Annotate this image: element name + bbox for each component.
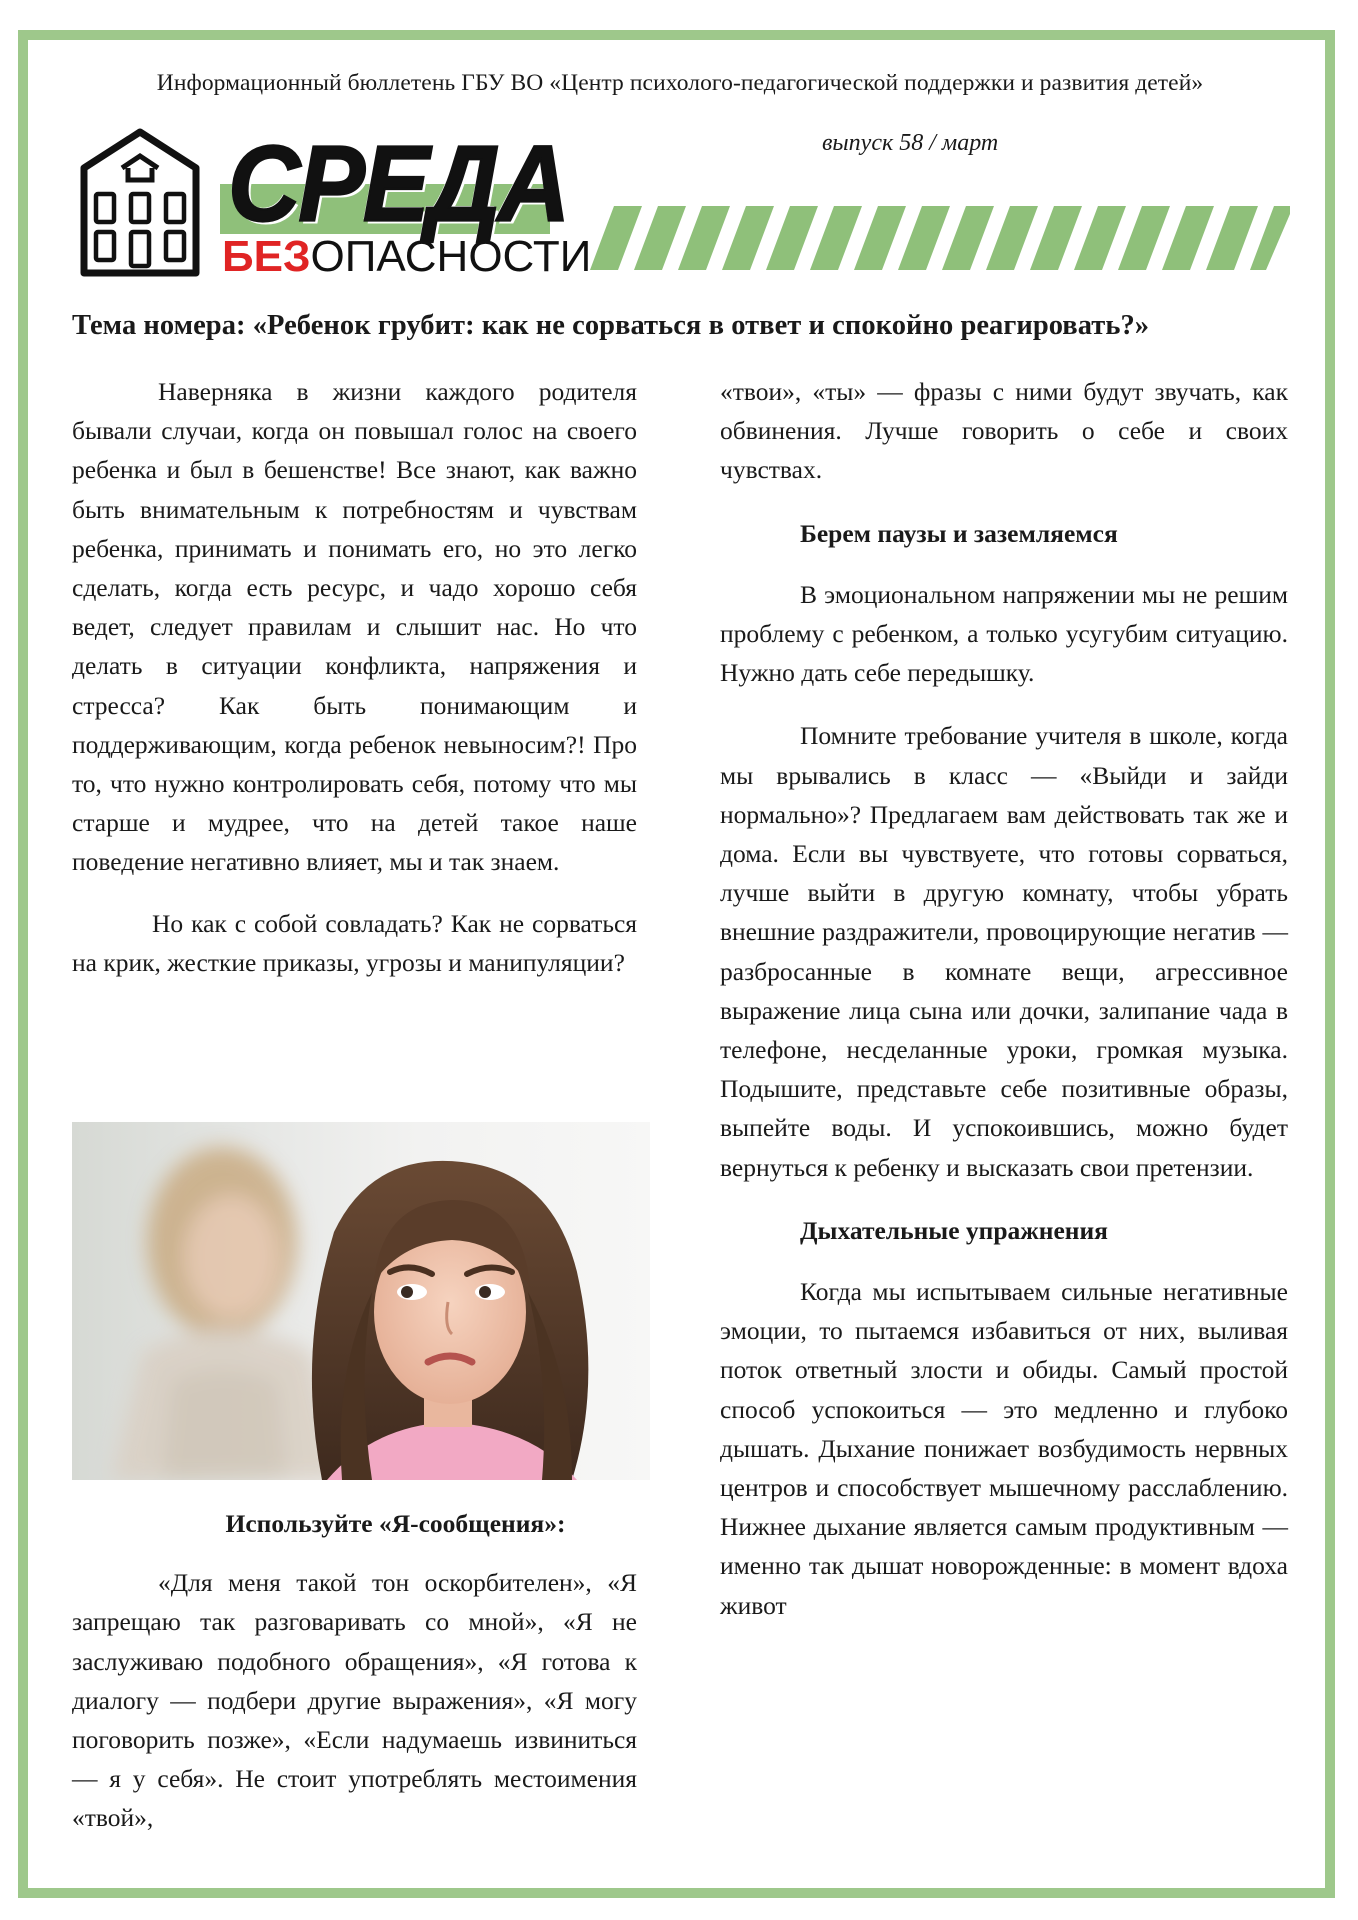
breathing-paragraph: Когда мы испытываем сильные негативные эмоции, то пытаемся избавиться от них, выливая поток ответный злости и обиды. Самый простой способ успокоиться — это медленно и глубоко дышать. Дыхание понижает возбудимость нервных центров и способствует мышечному расслаблению. Нижнее дыхание является самым продуктивным — именно так дышат новорожденные: в момент вдоха живот — [720, 1277, 1288, 1620]
pauses-paragraph: В эмоциональном напряжении мы не решим проблему с ребенком, а только усугубим ситуацию. Нужно дать себе передышку. — [720, 579, 1288, 688]
logo-subtitle-red: БЕЗ — [222, 232, 311, 281]
logo-title: СРЕДА — [228, 123, 569, 245]
logo — [78, 123, 592, 281]
issue-number: выпуск 58 / март — [822, 130, 999, 156]
pauses-subheading: Берем паузы и заземляемся — [800, 518, 1118, 548]
intro-paragraph: Наверняка в жизни каждого родителя бывали случаи, когда он повышал голос на своего ребенка и был в бешенстве! Все знают, как важно быть внимательным к потребностям и чувствам ребенка, принимать и понимать его, но это легко сделать, когда есть ресурс, и чадо хорошо себя ведет, следует правилам и слышит нас. Но что делать в ситуации конфликта, напряжения и стресса? Как быть понимающим и поддерживающим, когда ребенок невыносим?! Про то, что нужно контролировать себя, потому что мы старше и мудрее, что на детей такое наше поведение негативно влияет, мы и так знаем. — [72, 377, 637, 877]
pronouns-paragraph: «твои», «ты» — фразы с ними будут звучать, как обвинения. Лучше говорить о себе и своих чувствах. — [720, 377, 1288, 485]
breathing-subheading: Дыхательные упражнения — [800, 1215, 1108, 1245]
decorative-stripes — [590, 206, 1290, 270]
left-column-lower — [72, 1504, 637, 1838]
logo-subtitle — [222, 232, 591, 282]
house-icon — [78, 128, 203, 278]
teacher-paragraph: Помните требование учителя в школе, когда мы врывались в класс — «Выйди и зайди нормально»? Предлагаем вам действовать так же и дома. Если вы чувствуете, что готовы сорваться, лучше выйти в другую комнату, чтобы убрать внешние раздражители, провоцирующие негатив — разбросанные в комнате вещи, агрессивное выражение лица сына или дочки, залипание чада в телефоне, несделанные уроки, громкая музыка. Подышите, представьте себе позитивные образы, выпейте воды. И успокоившись, можно будет вернуться к ребенку и высказать свои претензии. — [720, 721, 1288, 1182]
photo-illustration — [72, 1122, 650, 1480]
logo-subtitle-rest: ОПАСНОСТИ — [310, 232, 592, 281]
i-messages-subheading: Используйте «Я-сообщения»: — [225, 1509, 566, 1538]
i-messages-paragraph: «Для меня такой тон оскорбителен», «Я запрещаю так разговаривать со мной», «Я не заслуживаю подобного обращения», «Я готова к диалогу — подбери другие выражения», «Я могу поговорить позже», «Если надумаешь извиниться — я у себя». Не стоит употреблять местоимения «твой», — [72, 1568, 637, 1833]
question-paragraph: Но как с собой совладать? Как не сорваться на крик, жесткие приказы, угрозы и манипуляции? — [72, 908, 637, 977]
right-column — [720, 372, 1288, 1625]
issue-topic-heading: Тема номера: «Ребенок грубит: как не сорваться в ответ и спокойно реагировать?» — [72, 310, 1150, 341]
organization-header: Информационный бюллетень ГБУ ВО «Центр психолого-педагогической поддержки и развития детей» — [156, 70, 1204, 96]
photo-upset-girl — [72, 1122, 650, 1480]
left-column — [72, 372, 637, 982]
